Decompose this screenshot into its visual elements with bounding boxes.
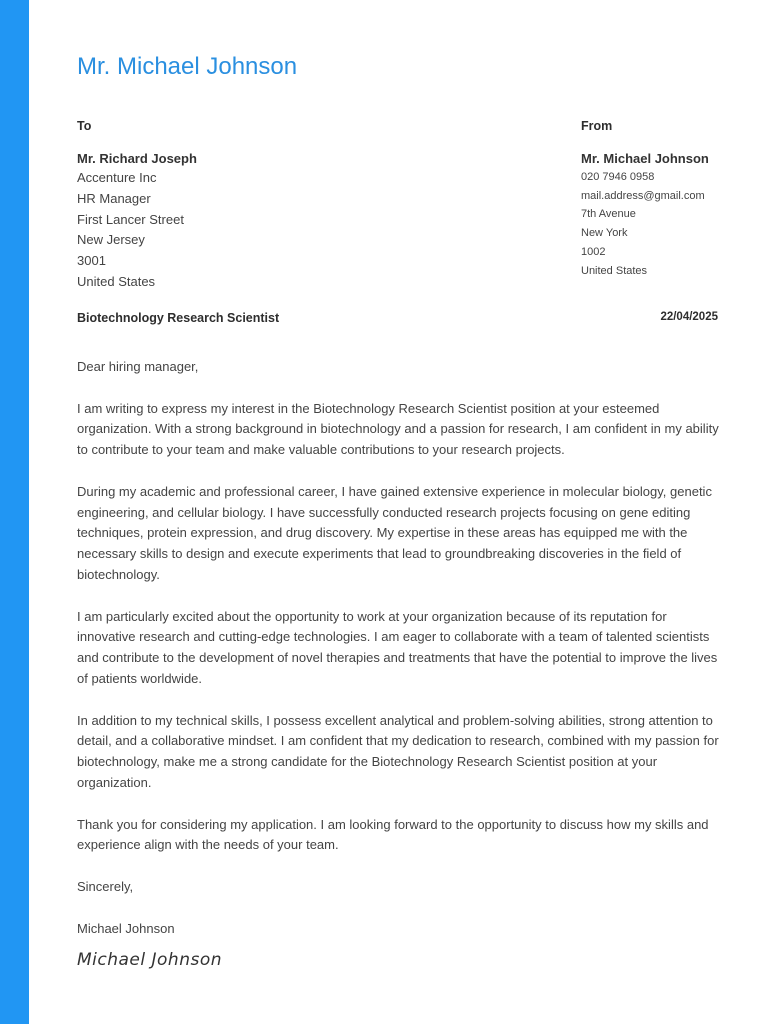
sender-city: New York bbox=[581, 227, 628, 240]
letter-date: 22/04/2025 bbox=[660, 311, 718, 323]
sender-label: From bbox=[581, 119, 613, 133]
paragraph-3: I am particularly excited about the opportunity to work at your organization because of its reputation for innovative research and cutting-edge technologies. I am eager to collaborate with a team of talented scientists and contribute to the development of novel therapies and treatments that have the potential to improve the lives of patients worldwide. bbox=[77, 608, 718, 686]
sender-contact bbox=[581, 168, 721, 280]
recipient-city: New Jersey bbox=[77, 232, 145, 248]
sender-postcode: 1002 bbox=[581, 245, 606, 258]
recipient-address bbox=[77, 168, 397, 293]
accent-sidebar bbox=[0, 0, 29, 1024]
closing: Sincerely, bbox=[77, 878, 134, 894]
recipient-label: To bbox=[77, 119, 92, 133]
recipient-postcode: 3001 bbox=[77, 253, 106, 269]
sender-title: Mr. Michael Johnson bbox=[77, 53, 298, 80]
recipient-position: HR Manager bbox=[77, 190, 151, 206]
recipient-block bbox=[77, 117, 397, 293]
subject-row bbox=[77, 311, 718, 327]
sender-street: 7th Avenue bbox=[581, 208, 636, 221]
paragraph-4: In addition to my technical skills, I possess excellent analytical and problem-solving abilities, strong attention to detail, and a collaborative mindset. I am confident that my dedication to research, combined with my passion for biotechnology, make me a strong candidate for the Biotechnology Research Scientist position at your organization. bbox=[77, 712, 719, 790]
recipient-name: Mr. Richard Joseph bbox=[77, 151, 197, 166]
signoff-name: Michael Johnson bbox=[77, 920, 175, 936]
sender-country: United States bbox=[581, 264, 648, 277]
handwritten-signature: Michael Johnson bbox=[77, 950, 223, 970]
sender-email: mail.address@gmail.com bbox=[581, 189, 705, 202]
subject-line: Biotechnology Research Scientist bbox=[77, 311, 280, 325]
sender-block bbox=[581, 117, 721, 280]
sender-name: Mr. Michael Johnson bbox=[581, 151, 709, 166]
letter-body bbox=[77, 357, 722, 960]
recipient-company: Accenture Inc bbox=[77, 170, 157, 185]
paragraph-1: I am writing to express my interest in the Biotechnology Research Scientist position at your esteemed organization. With a strong background in biotechnology and a passion for research, I am confident in my ability to contribute to your team and make valuable contributions to your research projects. bbox=[77, 400, 719, 458]
salutation: Dear hiring manager, bbox=[77, 359, 199, 374]
recipient-street: First Lancer Street bbox=[77, 211, 184, 227]
paragraph-5: Thank you for considering my application. I am looking forward to the opportunity to discuss how my skills and experience align with the needs of your team. bbox=[77, 816, 709, 853]
recipient-country: United States bbox=[77, 273, 156, 289]
sender-phone: 020 7946 0958 bbox=[581, 171, 655, 183]
paragraph-2: During my academic and professional career, I have gained extensive experience in molecular biology, genetic engineering, and cellular biology. I have successfully conducted research projects focusing on gene editing techniques, protein expression, and drug discovery. My expertise in these areas has equipped me with the necessary skills to design and execute experiments that lead to groundbreaking discoveries in the field of biotechnology. bbox=[77, 483, 712, 582]
